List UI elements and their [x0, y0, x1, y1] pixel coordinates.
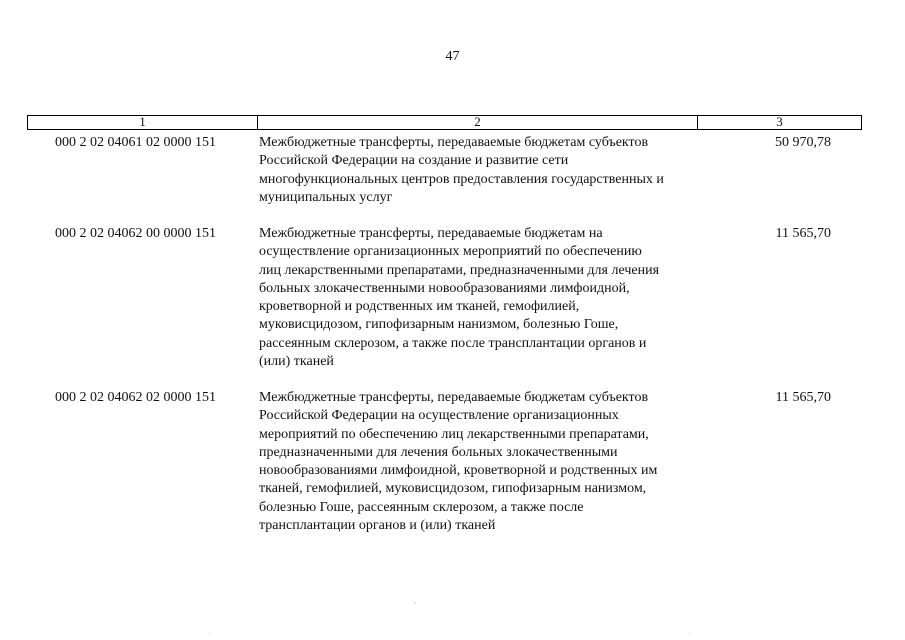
description-line: Российской Федерации на осуществление организационных	[259, 408, 619, 424]
amount-value: 11 565,70	[775, 390, 831, 405]
description-line: болезнью Гоше, рассеянным склерозом, а также после	[259, 499, 584, 515]
description-line: Межбюджетные трансферты, передаваемые бюджетам субъектов	[259, 390, 649, 405]
description-line: предназначенными для лечения больных злокачественными	[259, 444, 618, 460]
description-line: Межбюджетные трансферты, передаваемые бюджетам субъектов	[259, 135, 649, 150]
table-header-col-3: 3	[776, 114, 783, 129]
table-header-col-1: 1	[28, 116, 258, 129]
description-line: (или) тканей	[259, 354, 334, 370]
description-line: Российской Федерации на создание и развитие сети	[259, 153, 569, 169]
description-line: новообразованиями лимфоидной, кроветворной и родственных им	[259, 463, 658, 479]
row-description	[259, 225, 719, 371]
description-line: лиц лекарственными препаратами, предназначенными для лечения	[259, 262, 660, 278]
description-line: муниципальных услуг	[259, 189, 393, 205]
description-line: осуществление организационных мероприятий по обеспечению	[259, 244, 642, 260]
budget-code: 000 2 02 04062 00 0000 151	[55, 226, 216, 241]
description-line: больных злокачественными новообразованиями лимфоидной,	[259, 280, 630, 296]
description-line: кроветворной и родственных им тканей, гемофилией,	[259, 299, 580, 315]
description-line: Межбюджетные трансферты, передаваемые бюджетам на	[259, 226, 603, 241]
description-line: мероприятий по обеспечению лиц лекарственными препаратами,	[259, 426, 649, 442]
table-header-row	[27, 115, 862, 130]
row-description	[259, 389, 719, 535]
row-description	[259, 134, 719, 207]
page-number: 47	[445, 49, 460, 64]
description-line: многофункциональных центров предоставления государственных и	[259, 171, 664, 187]
description-line: тканей, гемофилией, муковисцидозом, гипофизарным нанизмом,	[259, 481, 647, 497]
budget-code: 000 2 02 04061 02 0000 151	[55, 135, 216, 150]
amount-value: 11 565,70	[775, 226, 831, 241]
description-line: трансплантации органов и (или) тканей	[259, 518, 496, 534]
table-header-col-2: 2	[258, 116, 698, 129]
description-line: муковисцидозом, гипофизарным нанизмом, болезнью Гоше,	[259, 317, 619, 333]
amount-value: 50 970,78	[775, 135, 831, 150]
description-line: рассеянным склерозом, а также после трансплантации органов и	[259, 335, 647, 351]
budget-code: 000 2 02 04062 02 0000 151	[55, 390, 216, 405]
